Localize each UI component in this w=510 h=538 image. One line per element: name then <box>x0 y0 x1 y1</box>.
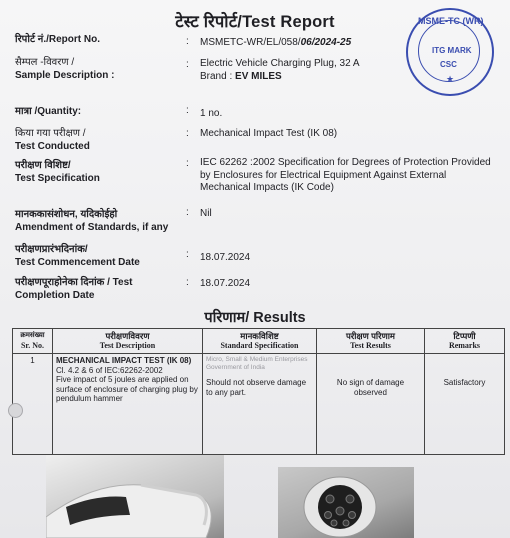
field-amendment-value: Nil <box>200 208 212 219</box>
header-standard-spec: मानकविशिष्ट Standard Specification <box>203 329 317 354</box>
field-sample-desc-value: Electric Vehicle Charging Plug, 32 A Brand : EV MILES <box>200 58 360 82</box>
field-completion-date-label: परीक्षणपूराहोनेका दिनांक / Test Completion Date <box>15 277 133 301</box>
field-test-conducted-value: Mechanical Impact Test (IK 08) <box>200 128 338 139</box>
cell-test-results: No sign of damage observed <box>317 354 425 455</box>
punch-hole <box>8 403 23 418</box>
field-quantity-value: 1 no. <box>200 108 223 119</box>
results-table <box>12 328 505 455</box>
header-test-description: परीक्षणविवरण Test Description <box>53 329 203 354</box>
stamp-star-icon: ★ <box>446 74 455 84</box>
field-sample-desc-label: सैम्पल -विवरण / Sample Description : <box>15 57 115 81</box>
table-row <box>13 354 505 455</box>
field-report-no-label: रिपोर्ट नं./Report No. <box>15 34 100 45</box>
watermark-text: Micro, Small & Medium Enterprises <box>206 356 308 363</box>
field-test-spec-label: परीक्षण विशिष्ट/ Test Specification <box>15 160 100 184</box>
field-commencement-date-value: 18.07.2024 <box>200 252 251 263</box>
results-title: परिणाम/ Results <box>204 310 306 326</box>
page-title: टेस्ट रिपोर्ट/Test Report <box>175 13 335 31</box>
cell-sr-no: 1 <box>13 354 53 455</box>
stamp-bottom-text: CSC <box>440 60 457 69</box>
charging-plug-front-photo <box>278 467 414 538</box>
cell-remarks: Satisfactory <box>425 354 505 455</box>
field-completion-date-value: 18.07.2024 <box>200 278 251 289</box>
report-page: टेस्ट रिपोर्ट/Test Report MSME-TC (WR) ITG MARK CSC ★ रिपोर्ट नं./Report No. : MSMETC-WR/EL/058/06/2024-25 सैम्पल -विवरण / Sample Description : : Electric Vehicle Charging Plug, 32 A Brand : EV MILES मात्रा /Quantity: : 1 no. किया गया परीक्षण / Test Conducted : Mechanical Impact Test (IK 08) परीक्षण विशिष्ट/ Test Specification : IEC 62262 :2002 Specification for Degrees of Protection Provided by Enclosures for Electrical Equipment Against External Mechanical Impacts (IK Code) मानककासंशोधन, यदिकोईहो Amendment of Standards, if any : Nil परीक्षणप्रारंभदिनांक/ Test Commencement Date : 18.07.2024 परीक्षणपूराहोनेका दिनांक / Test Completion Date : 18.07.2024 परिणाम/ Results क्रमसंख्या Sr. No. परीक्षणविवरण Test Description मानकविशिष्ट Standard Specification परीक्षण परिणाम Test Results टिप्पणी Remarks 1 MECHANICAL IMPACT TEST (IK 08) Cl. 4.2 & 6 of IEC:62262-2002 Five impact of 5 joules are applied on surface of enclosure of charging plug by pendulum hammer Micro, Small & Medium Enterprises Government of India Should not observe damage to any part. No sign of damage observed Satisfactory <box>0 0 510 538</box>
field-test-conducted-label: किया गया परीक्षण / Test Conducted <box>15 128 90 152</box>
watermark-text-2: Government of India <box>206 364 265 371</box>
results-header-row <box>13 329 505 354</box>
charging-plug-side-photo <box>46 455 224 538</box>
field-report-no-value: MSMETC-WR/EL/058/06/2024-25 <box>200 37 352 48</box>
stamp-top-text: MSME-TC (WR) <box>418 16 484 26</box>
header-sr-no: क्रमसंख्या Sr. No. <box>13 329 53 354</box>
field-amendment-label: मानककासंशोधन, यदिकोईहो Amendment of Standards, if any <box>15 209 169 233</box>
photo-strip <box>0 445 510 538</box>
field-test-spec-value: IEC 62262 :2002 Specification for Degrees of Protection Provided by Enclosures for Electrical Equipment Against External Mechanical Impacts (IK Code) <box>200 157 491 193</box>
stamp-mid-text: ITG MARK <box>432 46 472 55</box>
cell-test-description: MECHANICAL IMPACT TEST (IK 08) Cl. 4.2 & 6 of IEC:62262-2002 Five impact of 5 joules are applied on surface of enclosure of charging plug by pendulum hammer <box>53 354 203 455</box>
header-test-results: परीक्षण परिणाम Test Results <box>317 329 425 354</box>
cell-standard-spec: Micro, Small & Medium Enterprises Government of India Should not observe damage to any part. <box>203 354 317 455</box>
field-commencement-date-label: परीक्षणप्रारंभदिनांक/ Test Commencement Date <box>15 244 140 268</box>
field-quantity-label: मात्रा /Quantity: <box>15 106 82 117</box>
header-remarks: टिप्पणी Remarks <box>425 329 505 354</box>
